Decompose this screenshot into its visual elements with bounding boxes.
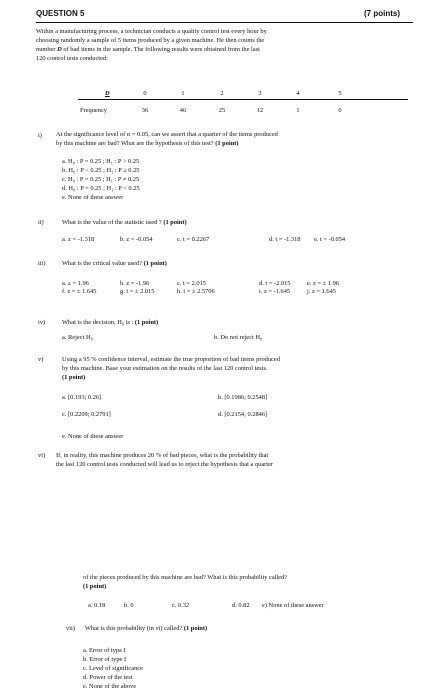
table-d-cell: 3 — [258, 90, 262, 97]
points-total: (7 points) — [364, 9, 400, 18]
q3-option-a: a. z = 1.96 — [62, 280, 89, 287]
q3-text: What is the critical value used? (1 point) — [62, 260, 167, 267]
q5-option-b: b. [0.1986; 0.2548] — [218, 394, 268, 401]
q1-option-b: b. H₀ : P < 0.25 ; H₁ : P ≥ 0.25 — [62, 167, 140, 174]
q7-option-d: d. Power of the test — [83, 674, 133, 681]
q6-option-d: d. 0.82 — [232, 602, 250, 609]
q3-number: iii) — [38, 260, 46, 267]
intro-line-1: Within a manufacturing process, a technician conducts a quality control test every hour by — [36, 28, 267, 35]
q2-option-a: a. z = -1.318 — [62, 236, 95, 243]
q7-number: vii) — [66, 625, 75, 632]
q1-option-c: c. H₀ : P = 0.25 ; H₁ : P ≠ 0.25 — [62, 176, 140, 183]
intro-line-4: 120 control tests conducted: — [36, 55, 108, 62]
q3-option-j: j. z = 1.645 — [307, 288, 336, 295]
q1-text-line-2: by this machine are bad? What are the hypothesis of this test? (1 point) — [56, 140, 239, 147]
intro-line-2: choosing randomly a sample of 5 items produced by a given machine. He then counts the — [36, 37, 265, 44]
q1-text-line-1: At the significance level of α = 0.05, can we assert that a quarter of the items produced — [56, 131, 278, 138]
q4-text: What is the decision, H₀ is : (1 point) — [62, 319, 159, 326]
q3-option-d: d. t = -2.015 — [259, 280, 291, 287]
table-d-cell: 0 — [143, 90, 147, 97]
q1-option-d: d. H₀ : P = 0.25 ; H₁ : P < 0.25 — [62, 185, 140, 192]
q5-points: (1 point) — [62, 374, 86, 381]
q5-text-line-1: Using a 95 % confidence interval, estimate the true proportion of bad items produced — [62, 356, 280, 363]
q2-option-c: c. t = 0.2267 — [177, 236, 210, 243]
table-d-cell: 1 — [181, 90, 185, 97]
header-rule — [36, 22, 413, 23]
q6-option-b: b. 0 — [124, 602, 134, 609]
table-frequency-cell: 12 — [256, 107, 264, 114]
table-rule — [78, 99, 408, 100]
table-frequency-cell: 0 — [338, 107, 342, 114]
q5-number: v) — [38, 356, 44, 363]
q6-option-a: a. 0.18 — [88, 602, 106, 609]
q2-number: ii) — [38, 219, 44, 226]
q3-option-c: c. t = 2.015 — [177, 280, 206, 287]
q7-option-a: a. Error of type I — [83, 647, 126, 654]
q1-option-a: a. H₀ : P = 0.25 ; H₁ : P > 0.25 — [62, 158, 140, 165]
q5-option-e: e. None of these answer — [62, 433, 124, 440]
table-frequency-cell: 1 — [296, 107, 300, 114]
q1-number: i) — [38, 132, 42, 139]
q2-option-d: d. t = -1.318 — [269, 236, 301, 243]
table-frequency-cell: 25 — [218, 107, 226, 114]
q4-number: iv) — [38, 319, 46, 326]
table-frequency-cell: 46 — [179, 107, 187, 114]
q5-option-d: d. [0.2154; 0.2846] — [218, 411, 268, 418]
q6-option-e: e) None of these answer — [262, 602, 324, 609]
q5-text-line-2: by this machine. Base your estimation on the results of the last 120 control tests. — [62, 365, 268, 372]
q7-text: What is this probability (in vi) called? (1 point) — [85, 625, 208, 632]
table-d-cell: 4 — [296, 90, 300, 97]
q6-text-line-1: If, in reality, this machine produces 20 % of bad pieces, what is the probability that — [56, 452, 269, 459]
q6-number: vi) — [38, 452, 46, 459]
intro-line-3: number D of bad items in the sample. The following results were obtained from the last — [36, 46, 260, 53]
q2-option-e: e. t = -0.054 — [314, 236, 346, 243]
q5-option-c: c. [0.2209; 0.2791] — [62, 411, 111, 418]
table-d-cell: 5 — [338, 90, 342, 97]
table-label-frequency: Frequency — [80, 107, 107, 114]
q6-text-line-2: the last 120 control tests conducted will lead us to reject the hypothesis that a quarter — [56, 461, 274, 468]
q5-option-a: a. [0.193; 0.26] — [62, 394, 102, 401]
q1-option-e: e. None of these answer — [62, 194, 124, 201]
q2-option-b: b. z = -0.054 — [120, 236, 153, 243]
q4-option-b: b. Do not reject H₀ — [214, 334, 263, 341]
q3-option-e: e. z = ± 1.96 — [307, 280, 339, 287]
table-d-cell: 2 — [220, 90, 224, 97]
q3-option-f: f. z = ± 1.645 — [62, 288, 97, 295]
q4-option-a: a. Reject H₀ — [62, 334, 93, 341]
q3-option-b: b. z = -1.96 — [120, 280, 150, 287]
q6-option-c: c. 0.32 — [172, 602, 190, 609]
table-label-d: D — [105, 90, 110, 97]
q3-option-i: i. z = -1.645 — [259, 288, 291, 295]
q6-points: (1 point) — [83, 583, 107, 590]
q7-option-b: b. Error of type I — [83, 656, 127, 663]
q7-option-e: e. None of the above — [83, 683, 137, 690]
question-title: QUESTION 5 — [36, 9, 85, 18]
q3-option-h: h. t = ± 2.5706 — [177, 288, 215, 295]
q7-option-c: c. Level of significance — [83, 665, 143, 672]
q3-option-g: g. t = ± 2.015 — [120, 288, 155, 295]
q6-text-line-3: of the pieces produced by this machine are bad? What is this probability called? — [83, 574, 288, 581]
table-frequency-cell: 36 — [141, 107, 149, 114]
q2-text: What is the value of the statistic used ? (1 point) — [62, 219, 187, 226]
